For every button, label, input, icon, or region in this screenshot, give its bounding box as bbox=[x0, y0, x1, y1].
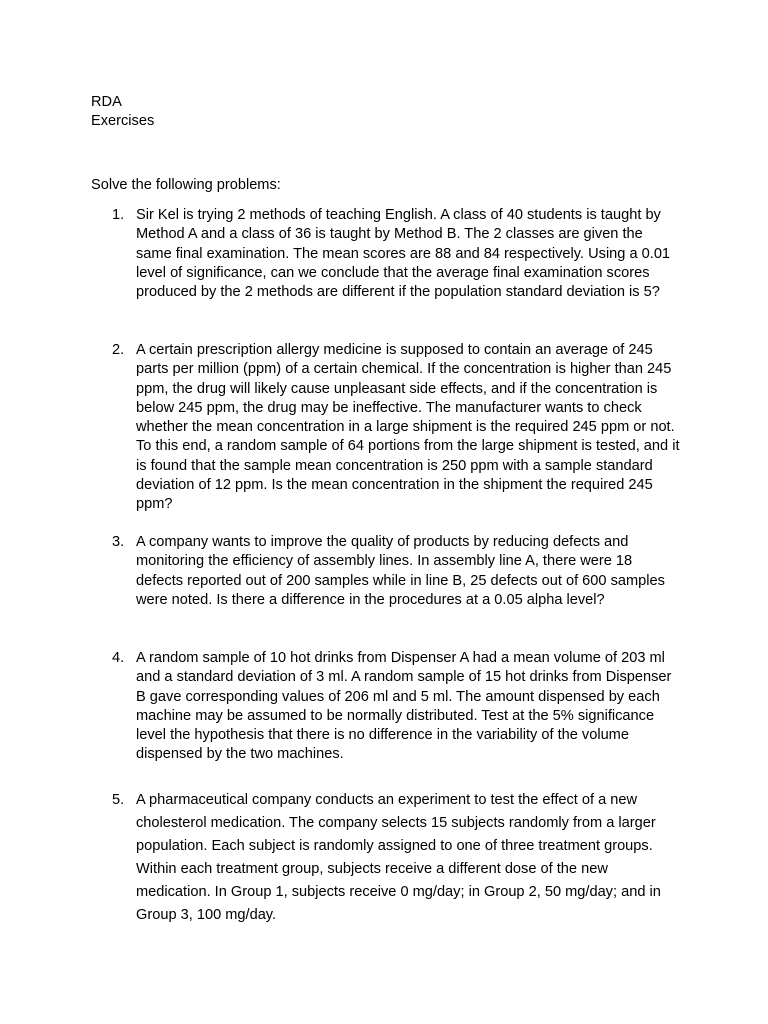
header-line-rda: RDA bbox=[91, 94, 122, 110]
problem-item-1 bbox=[112, 206, 682, 302]
instructions-text: Solve the following problems: bbox=[91, 177, 281, 193]
problem-text: A certain prescription allergy medicine is supposed to contain an average of 245 parts per million (ppm) of a certain chemical. If the concentration is higher than 245 ppm, the drug will likely cause unpleasant side effects, and if the concentration is below 245 ppm, the drug may be ineffective. The manufacturer wants to check whether the mean concentration in a large shipment is the required 245 ppm or not. To this end, a random sample of 64 portions from the large shipment is tested, and it is found that the sample mean concentration is 250 ppm with a sample standard deviation of 12 ppm. Is the mean concentration in the shipment the required 245 ppm? bbox=[136, 342, 680, 513]
problem-item-4 bbox=[112, 649, 682, 765]
problem-number: 1. bbox=[112, 207, 125, 223]
problem-item-5 bbox=[112, 789, 682, 927]
problem-number: 2. bbox=[112, 342, 125, 358]
problem-text: A random sample of 10 hot drinks from Dispenser A had a mean volume of 203 ml and a standard deviation of 3 ml. A random sample of 15 hot drinks from Dispenser B gave corresponding values of 206 ml and 5 ml. The amount dispensed by each machine may be assumed to be normally distributed. Test at the 5% significance level the hypothesis that there is no difference in the variability of the volume dispensed by the two machines. bbox=[136, 650, 672, 763]
document-header bbox=[91, 93, 154, 132]
problem-number: 5. bbox=[112, 792, 125, 808]
problem-text: Sir Kel is trying 2 methods of teaching English. A class of 40 students is taught by Method A and a class of 36 is taught by Method B. The 2 classes are given the same final examination. The mean scores are 88 and 84 respectively. Using a 0.01 level of significance, can we conclude that the average final examination scores produced by the 2 methods are different if the population standard deviation is 5? bbox=[136, 207, 671, 301]
problem-text: A company wants to improve the quality of products by reducing defects and monitoring the efficiency of assembly lines. In assembly line A, there were 18 defects reported out of 200 samples while in line B, 25 defects out of 600 samples were noted. Is there a difference in the procedures at a 0.05 alpha level? bbox=[136, 534, 665, 608]
problem-number: 3. bbox=[112, 534, 125, 550]
problem-number: 4. bbox=[112, 650, 125, 666]
problem-item-3 bbox=[112, 533, 682, 610]
problem-text: A pharmaceutical company conducts an experiment to test the effect of a new cholesterol medication. The company selects 15 subjects randomly from a larger population. Each subject is randomly assigned to one of three treatment groups. Within each treatment group, subjects receive a different dose of the new medication. In Group 1, subjects receive 0 mg/day; in Group 2, 50 mg/day; and in Group 3, 100 mg/day. bbox=[136, 792, 661, 923]
header-line-exercises: Exercises bbox=[91, 113, 155, 130]
problem-item-2 bbox=[112, 341, 682, 515]
